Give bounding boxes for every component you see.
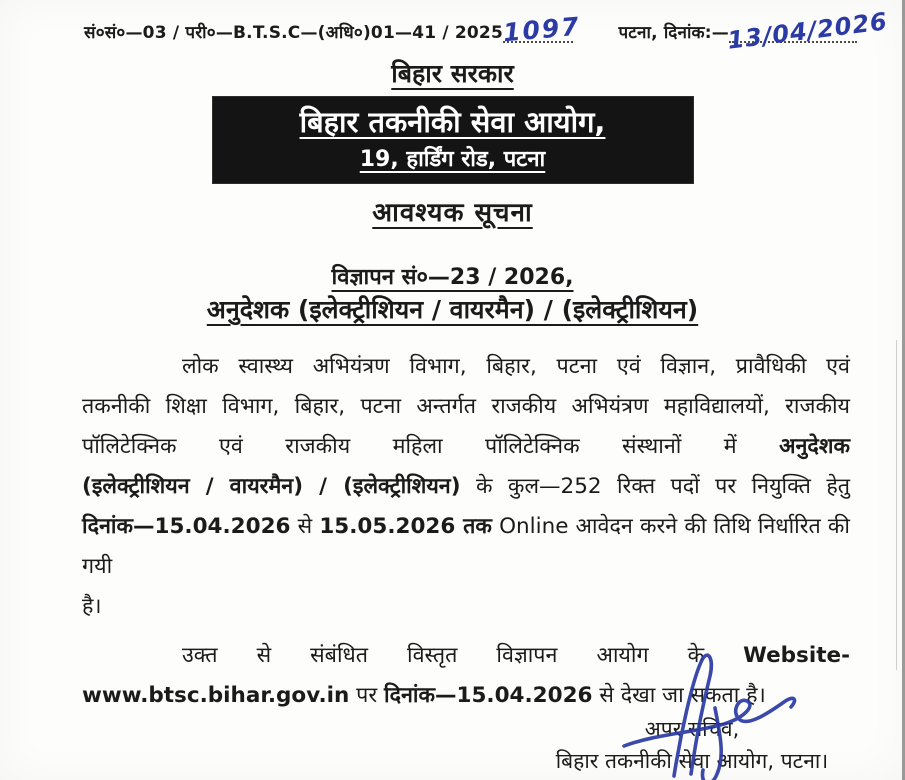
- advertisement-number: विज्ञापन सं०—23 / 2026,: [331, 265, 574, 290]
- handwritten-date: 13/04/2026: [725, 7, 890, 55]
- scan-artifact-line: [896, 340, 897, 670]
- organization-banner: [213, 97, 693, 183]
- signatory-organization: बिहार तकनीकी सेवा आयोग, पटना।: [555, 749, 829, 773]
- notice-title: आवश्यक सूचना: [372, 198, 533, 228]
- reference-row: [84, 7, 890, 55]
- body-line: (इलेक्ट्रीशियन / वायरमैन) / (इलेक्ट्रीशियन) के कुल—252 रिक्त पदों पर नियुक्ति हेतु: [82, 474, 850, 499]
- reference-number: [84, 11, 582, 48]
- body-line: पॉलिटेक्निक एवं राजकीय महिला पॉलिटेक्निक संस्थानों में अनुदेशक: [82, 434, 850, 459]
- body-line: तकनीकी शिक्षा विभाग, बिहार, पटना अन्तर्गत राजकीय अभियंत्रण महाविद्यालयों, राजकीय: [82, 394, 850, 419]
- signatory-designation: अपर सचिव,: [644, 717, 740, 741]
- body-line: है।: [82, 594, 102, 619]
- organization-address: 19, हार्डिंग रोड, पटना: [359, 147, 546, 172]
- place-date-label: पटना, दिनांक:—: [618, 23, 729, 43]
- reference-number-text: सं०सं०—03 / परी०—B.T.S.C—(अधि०)01—41 / 2025: [84, 23, 503, 43]
- organization-name: बिहार तकनीकी सेवा आयोग,: [299, 105, 606, 139]
- body-line: www.btsc.bihar.gov.in पर दिनांक—15.04.2026 से देखा जा सकता है।: [82, 683, 766, 708]
- government-title-text: बिहार सरकार: [391, 59, 514, 88]
- government-title: [0, 56, 905, 90]
- paragraph: [82, 347, 850, 627]
- date-blank: [725, 7, 890, 55]
- body-line: उक्त से संबंधित विस्तृत विज्ञापन आयोग के Website-: [182, 643, 850, 668]
- body-line: लोक स्वास्थ्य अभियंत्रण विभाग, बिहार, पटना एवं विज्ञान, प्रावैधिकी एवं: [182, 354, 850, 379]
- signature-scribble: [598, 650, 813, 780]
- place-and-date: [618, 7, 890, 55]
- body-line: दिनांक—15.04.2026 से 15.05.2026 तक Online आवेदन करने की तिथि निर्धारित की गयी: [82, 514, 851, 579]
- advertisement-post-title: अनुदेशक (इलेक्ट्रीशियन / वायरमैन) / (इलेक्ट्रीशियन): [206, 295, 699, 324]
- reference-number-blank: [501, 11, 582, 48]
- handwritten-letter-number: 1097: [501, 11, 582, 48]
